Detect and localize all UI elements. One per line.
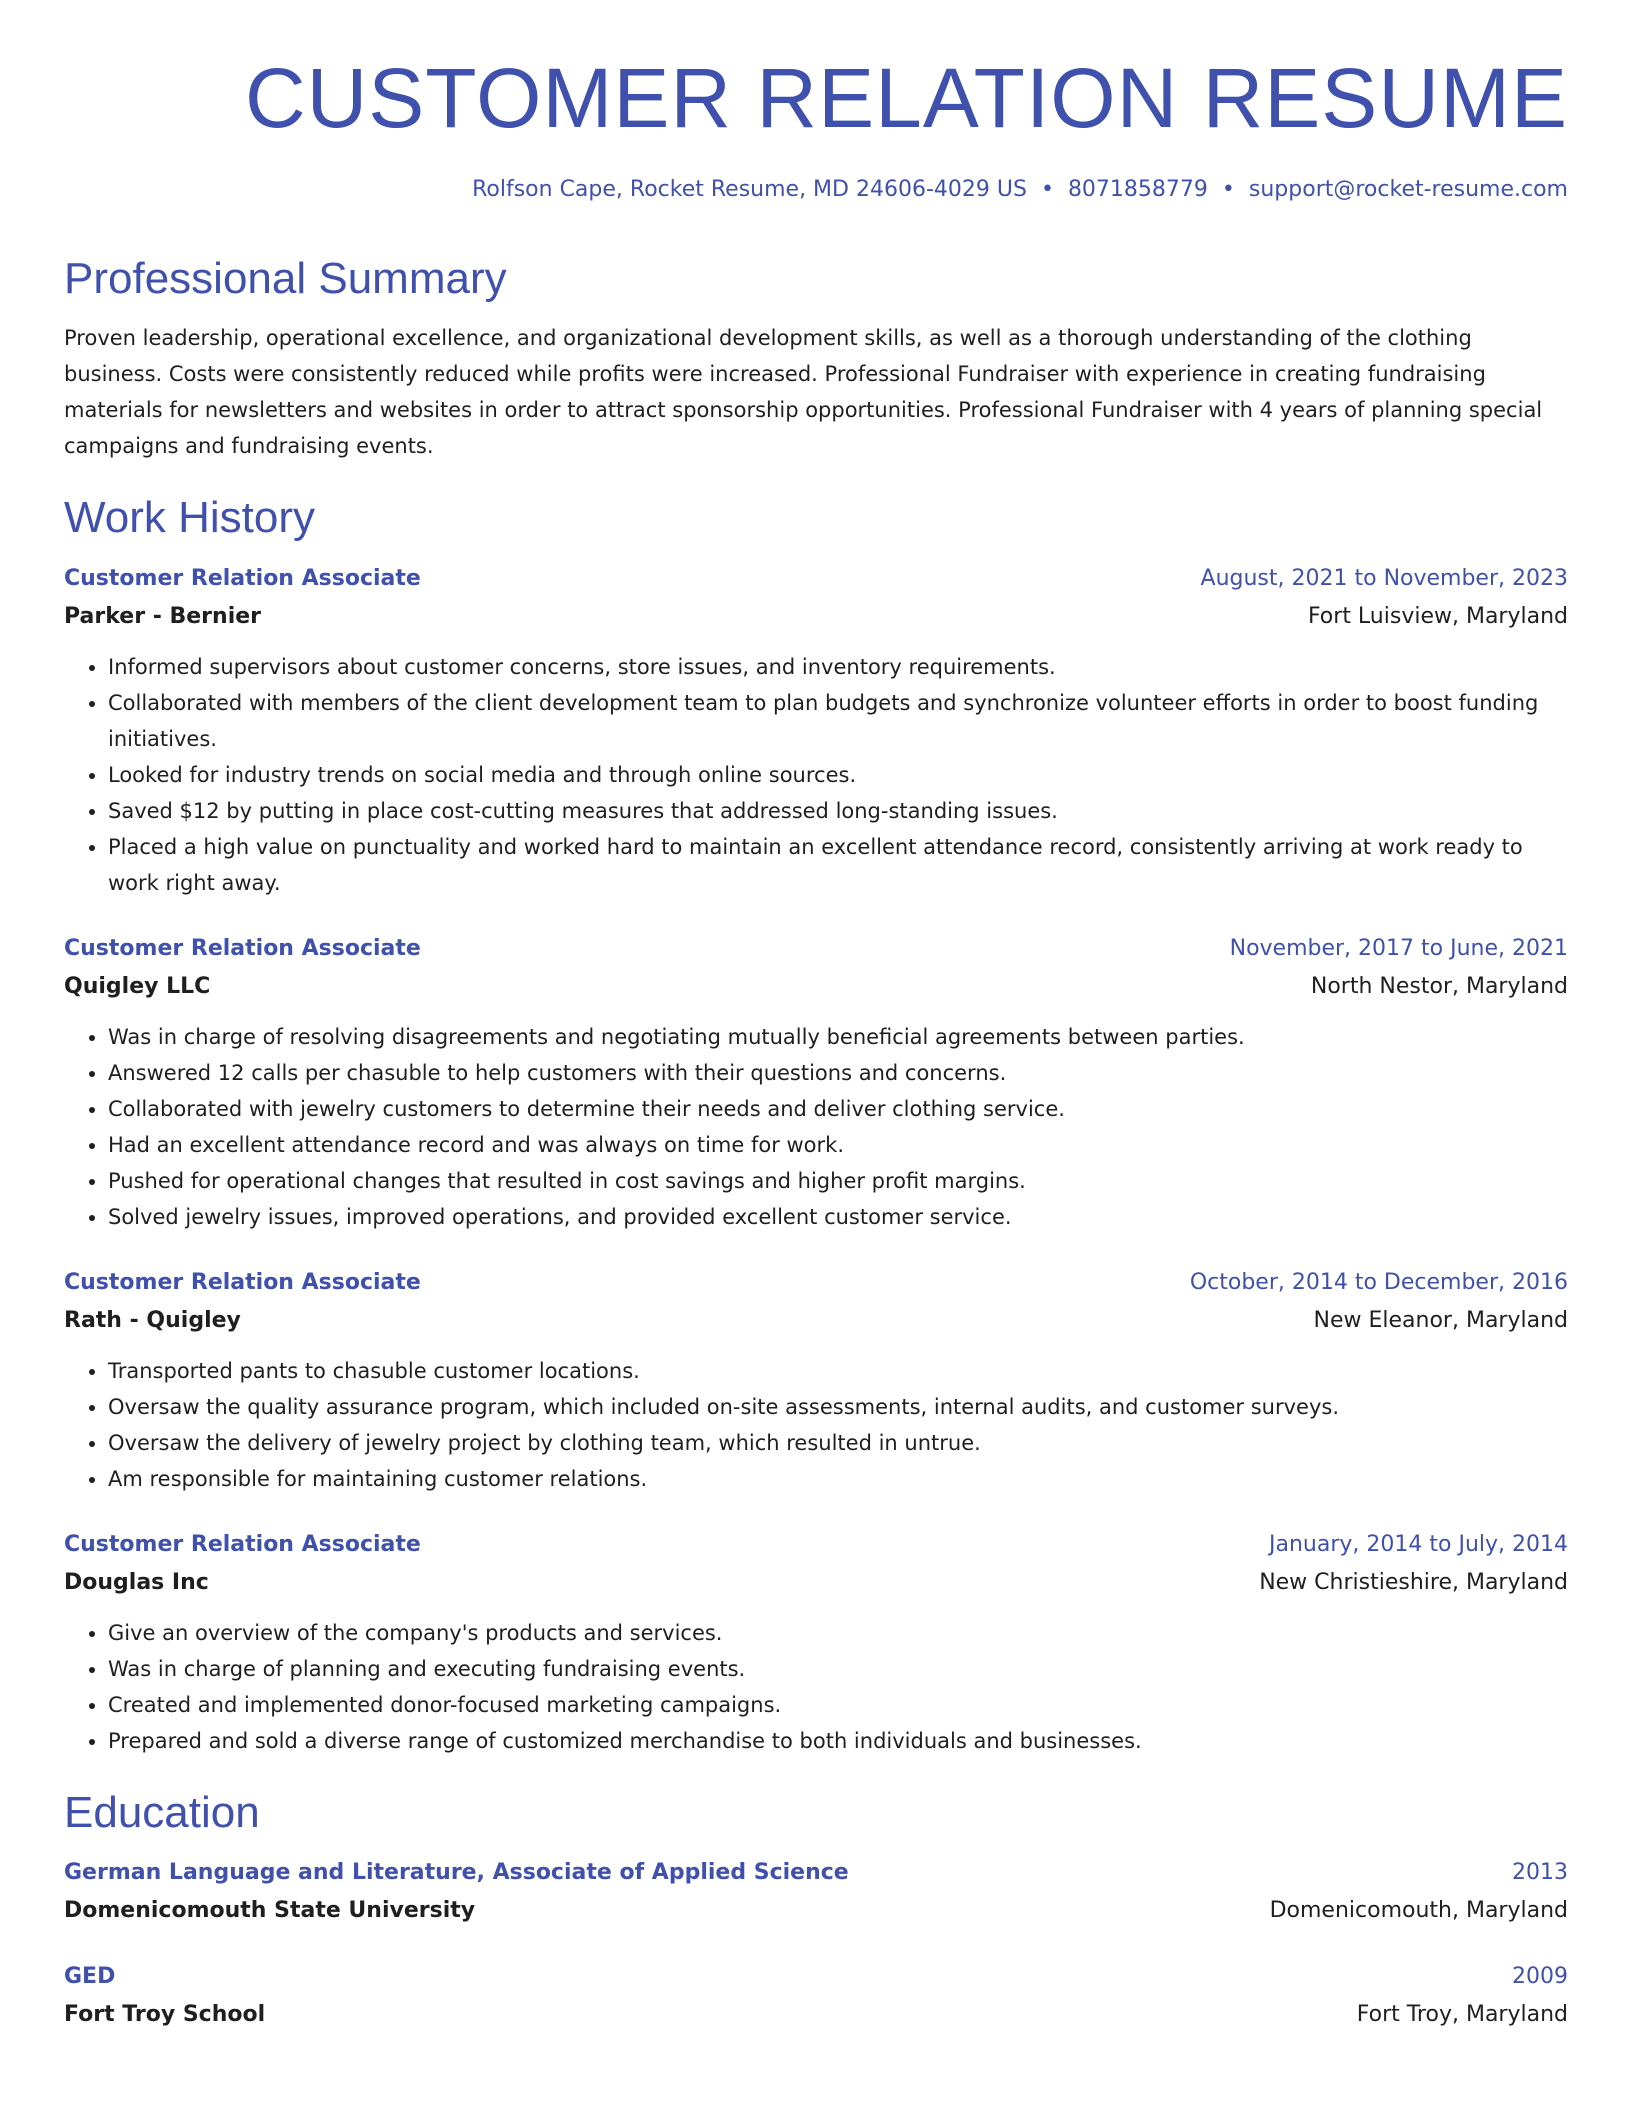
job-company: Rath - Quigley [64,1307,241,1333]
education-heading: Education [64,1787,260,1837]
job-company-row [64,597,1568,637]
job-bullet: • Placed a high value on punctuality and worked hard to maintain an excellent attendance record, consistently arriving at work ready to work right away. [108,829,1568,901]
job-company: Quigley LLC [64,973,211,999]
contact-separator: • [1221,177,1235,203]
job-bullet: • Solved jewelry issues, improved operations, and provided excellent customer service. [108,1199,1568,1235]
job-bullet: • Pushed for operational changes that resulted in cost savings and higher profit margins. [108,1163,1568,1199]
job-bullet: • Was in charge of planning and executing fundraising events. [108,1651,1568,1687]
job-header-row [64,561,1568,597]
job-bullet: • Transported pants to chasuble customer locations. [108,1353,1568,1389]
job-location: New Christieshire, Maryland [1259,1569,1568,1595]
resume-title: CUSTOMER RELATION RESUME [244,51,1568,145]
education-entry [64,1959,1568,2035]
job-entry [64,1527,1568,1759]
job-role: Customer Relation Associate [64,1531,421,1557]
education-list [64,1855,1568,2035]
education-school: Fort Troy School [64,2002,266,2028]
job-entry [64,931,1568,1235]
education-year: 2009 [1512,1964,1568,1990]
job-bullets [64,649,1568,901]
education-degree: GED [64,1964,116,1990]
job-header-row [64,1527,1568,1563]
job-bullet: • Give an overview of the company's products and services. [108,1615,1568,1651]
contact-line [64,176,1568,205]
summary-heading: Professional Summary [64,253,507,303]
job-bullet: • Collaborated with members of the client development team to plan budgets and synchronize volunteer efforts in order to boost funding initiatives. [108,685,1568,757]
education-school-row [64,1891,1568,1931]
job-bullets [64,1019,1568,1235]
resume-header [64,52,1568,205]
work-history-list [64,561,1568,1759]
job-bullet: • Am responsible for maintaining customer relations. [108,1461,1568,1497]
education-school: Domenicomouth State University [64,1898,476,1924]
job-location: Fort Luisview, Maryland [1307,603,1568,629]
education-header-row [64,1855,1568,1891]
job-company: Parker - Bernier [64,603,262,629]
job-role: Customer Relation Associate [64,935,421,961]
job-bullet: • Looked for industry trends on social media and through online sources. [108,757,1568,793]
job-role: Customer Relation Associate [64,1269,421,1295]
contact-address: Rolfson Cape, Rocket Resume, MD 24606-4029 US [472,177,1027,203]
summary-text: Proven leadership, operational excellence, and organizational development skills, as well as a thorough understanding of the clothing business. Costs were consistently reduced while profits were increased. Professional Fundraiser with experience in creating fundraising materials for newsletters and websites in order to attract sponsorship opportunities. Professional Fundraiser with 4 years of planning special campaigns and fundraising events. [64,325,1543,458]
job-role: Customer Relation Associate [64,565,421,591]
education-degree: German Language and Literature, Associate of Applied Science [64,1860,849,1886]
job-location: North Nestor, Maryland [1310,973,1568,999]
job-company-row [64,1563,1568,1603]
contact-email[interactable]: support@rocket-resume.com [1248,177,1568,203]
job-location: New Eleanor, Maryland [1313,1307,1568,1333]
job-company-row [64,1301,1568,1341]
job-bullets [64,1615,1568,1759]
job-bullets [64,1353,1568,1497]
contact-phone[interactable]: 8071858779 [1067,177,1208,203]
job-dates: January, 2014 to July, 2014 [1269,1531,1568,1557]
job-header-row [64,1265,1568,1301]
job-bullet: • Informed supervisors about customer concerns, store issues, and inventory requirements. [108,649,1568,685]
job-bullet: • Answered 12 calls per chasuble to help customers with their questions and concerns. [108,1055,1568,1091]
education-header-row [64,1959,1568,1995]
contact-separator: • [1040,177,1054,203]
job-bullet: • Prepared and sold a diverse range of customized merchandise to both individuals and businesses. [108,1723,1568,1759]
job-dates: October, 2014 to December, 2016 [1189,1269,1568,1295]
job-bullet: • Collaborated with jewelry customers to determine their needs and deliver clothing service. [108,1091,1568,1127]
education-location: Domenicomouth, Maryland [1269,1898,1568,1924]
job-bullet: • Oversaw the quality assurance program, which included on-site assessments, internal audits, and customer surveys. [108,1389,1568,1425]
job-bullet: • Was in charge of resolving disagreements and negotiating mutually beneficial agreements between parties. [108,1019,1568,1055]
education-year: 2013 [1512,1860,1568,1886]
education-school-row [64,1995,1568,2035]
job-company-row [64,967,1568,1007]
education-entry [64,1855,1568,1931]
job-company: Douglas Inc [64,1569,209,1595]
education-location: Fort Troy, Maryland [1356,2002,1568,2028]
job-bullet: • Created and implemented donor-focused marketing campaigns. [108,1687,1568,1723]
job-bullet: • Had an excellent attendance record and was always on time for work. [108,1127,1568,1163]
job-entry [64,561,1568,901]
job-dates: August, 2021 to November, 2023 [1200,565,1568,591]
job-bullet: • Oversaw the delivery of jewelry project by clothing team, which resulted in untrue. [108,1425,1568,1461]
job-dates: November, 2017 to June, 2021 [1229,935,1568,961]
work-history-heading: Work History [64,492,315,542]
job-header-row [64,931,1568,967]
job-bullet: • Saved $12 by putting in place cost-cutting measures that addressed long-standing issues. [108,793,1568,829]
job-entry [64,1265,1568,1497]
